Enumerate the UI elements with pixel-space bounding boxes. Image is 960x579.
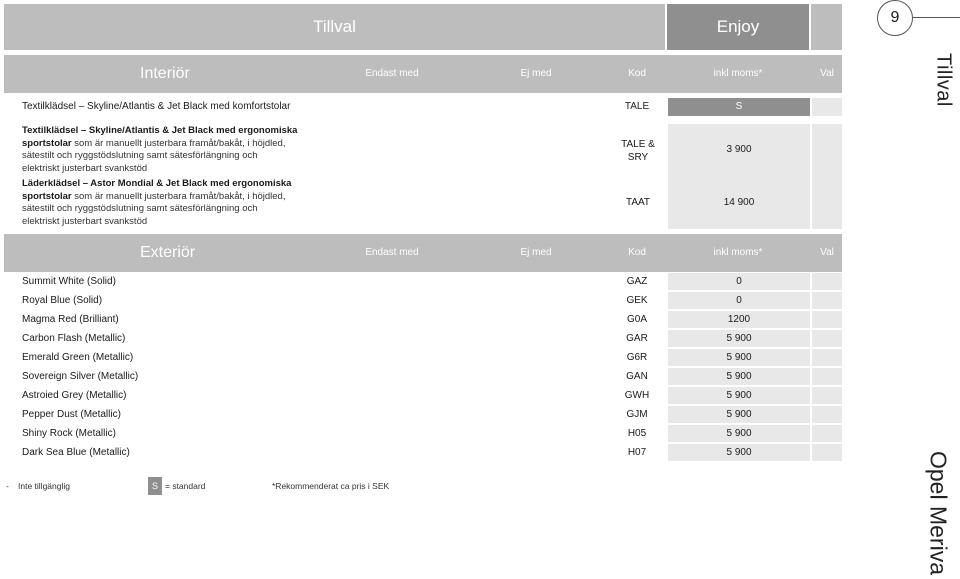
exterior-row-val[interactable]	[812, 311, 842, 328]
page-number-text: 9	[890, 9, 900, 26]
interior-option-1-title: Textilklädsel – Skyline/Atlantis & Jet Black med ergonomiska	[22, 125, 298, 136]
col-endast-med: Endast med	[365, 247, 419, 258]
exterior-title: Exteriör	[140, 244, 196, 261]
exterior-row	[22, 425, 842, 442]
exterior-row-val[interactable]	[812, 273, 842, 290]
header-tillval	[4, 4, 665, 50]
exterior-row-kod: G6R	[626, 352, 648, 363]
exterior-row-label: Magma Red (Brilliant)	[22, 314, 119, 325]
col-val: Val	[820, 68, 834, 79]
interior-price-column	[668, 124, 810, 229]
interior-standard-row	[22, 98, 842, 116]
interior-standard-label: Textilklädsel – Skyline/Atlantis & Jet Black med komfortstolar	[22, 101, 291, 112]
interior-option-1-desc3: elektriskt justerbart svankstöd	[22, 162, 148, 174]
interior-header-bar	[4, 55, 842, 93]
exterior-header-bar	[4, 234, 842, 272]
exterior-row-kod: G0A	[626, 314, 647, 325]
exterior-row-kod: GAN	[626, 371, 648, 382]
interior-standard-val[interactable]	[812, 98, 842, 116]
side-label-top	[928, 50, 958, 110]
legend-dash	[6, 477, 9, 495]
exterior-row-kod: GEK	[626, 295, 648, 306]
interior-option-1-desc: som är manuellt justerbara framåt/bakåt, i höjdled,	[71, 137, 286, 149]
exterior-row-kod: GJM	[626, 409, 648, 420]
col-endast-med: Endast med	[365, 68, 419, 79]
header-trim: Enjoy	[716, 17, 760, 36]
exterior-row-price: 5 900	[668, 425, 810, 442]
exterior-row	[22, 406, 842, 423]
interior-option-2-kod: TAAT	[625, 197, 651, 208]
interior-option-1-desc2: sätestilt och ryggstödslutning samt sätesförlängning och	[22, 150, 258, 161]
exterior-row	[22, 311, 842, 328]
exterior-row-kod: GWH	[624, 390, 650, 401]
header-enjoy	[667, 4, 809, 50]
exterior-row-kod: H05	[627, 428, 647, 439]
exterior-row	[22, 368, 842, 385]
exterior-row-label: Pepper Dust (Metallic)	[22, 409, 121, 420]
exterior-row-price: 0	[668, 273, 810, 290]
page-number-line	[913, 17, 960, 18]
exterior-row-kod: GAZ	[626, 276, 648, 287]
exterior-row-price: 5 900	[668, 387, 810, 404]
interior-option-2-desc2: sätestilt och ryggstödslutning samt sätesförlängning och	[22, 203, 258, 214]
exterior-row-price: 5 900	[668, 368, 810, 385]
interior-standard-kod: TALE	[624, 101, 650, 112]
exterior-row	[22, 330, 842, 347]
exterior-row-val[interactable]	[812, 368, 842, 385]
exterior-row-label: Summit White (Solid)	[22, 276, 116, 287]
exterior-row-label: Shiny Rock (Metallic)	[22, 428, 116, 439]
exterior-row-val[interactable]	[812, 387, 842, 404]
col-pris: inkl moms*	[713, 247, 763, 258]
exterior-row-val[interactable]	[812, 406, 842, 423]
col-val: Val	[820, 247, 834, 258]
exterior-row-price: 1200	[668, 311, 810, 328]
exterior-row-kod: GAR	[626, 333, 648, 344]
interior-option-2-price: 14 900	[723, 197, 755, 208]
page-number	[877, 0, 913, 36]
interior-option-1-seat: sportstolar	[22, 137, 72, 149]
exterior-row-label: Emerald Green (Metallic)	[22, 352, 134, 363]
interior-title: Interiör	[140, 65, 190, 82]
interior-option-2-desc: som är manuellt justerbara framåt/bakåt, i höjdled,	[71, 190, 286, 202]
exterior-row	[22, 292, 842, 309]
interior-option-2-desc3: elektriskt justerbart svankstöd	[22, 215, 148, 227]
exterior-row-val[interactable]	[812, 425, 842, 442]
legend-dash-symbol: -	[6, 481, 9, 491]
interior-option-1	[22, 125, 582, 175]
exterior-row-price: 5 900	[668, 330, 810, 347]
header-spacer	[811, 4, 842, 50]
exterior-row-val[interactable]	[812, 330, 842, 347]
exterior-row-price: 0	[668, 292, 810, 309]
col-ej-med: Ej med	[520, 247, 552, 258]
col-kod: Kod	[628, 247, 646, 258]
side-label-bottom	[918, 450, 958, 575]
exterior-row-val[interactable]	[812, 349, 842, 366]
exterior-row-label: Dark Sea Blue (Metallic)	[22, 447, 130, 458]
exterior-row-kod: H07	[627, 447, 647, 458]
legend-s-badge: S	[148, 477, 162, 495]
col-ej-med: Ej med	[520, 68, 552, 79]
side-label-top-text: Tillval	[932, 53, 955, 107]
exterior-row-label: Royal Blue (Solid)	[22, 295, 103, 306]
legend-s-text: = standard	[165, 481, 206, 491]
legend-note: *Rekommenderat ca pris i SEK	[272, 481, 390, 491]
interior-standard-value: S	[668, 98, 810, 116]
exterior-row	[22, 444, 842, 461]
col-kod: Kod	[628, 68, 646, 79]
interior-option-1-price: 3 900	[726, 144, 752, 155]
exterior-row-price: 5 900	[668, 444, 810, 461]
legend-dash-text: Inte tillgänglig	[18, 481, 70, 491]
interior-option-2-title: Läderklädsel – Astor Mondial & Jet Black med ergonomiska	[22, 178, 292, 189]
exterior-row-val[interactable]	[812, 292, 842, 309]
exterior-row-label: Carbon Flash (Metallic)	[22, 333, 126, 344]
exterior-row	[22, 273, 842, 290]
exterior-row-price: 5 900	[668, 349, 810, 366]
interior-val-column[interactable]	[812, 124, 842, 229]
exterior-row-price: 5 900	[668, 406, 810, 423]
interior-option-2-seat: sportstolar	[22, 190, 72, 202]
exterior-row	[22, 387, 842, 404]
side-label-bottom-text: Opel Meriva	[925, 450, 952, 575]
col-pris: inkl moms*	[713, 68, 763, 79]
interior-option-1-kod: TALE & SRY	[621, 139, 655, 163]
exterior-row-label: Astroied Grey (Metallic)	[22, 390, 127, 401]
header-title: Tillval	[313, 17, 356, 36]
exterior-row	[22, 349, 842, 366]
interior-option-2	[22, 178, 582, 228]
exterior-row-label: Sovereign Silver (Metallic)	[22, 371, 139, 382]
exterior-row-val[interactable]	[812, 444, 842, 461]
